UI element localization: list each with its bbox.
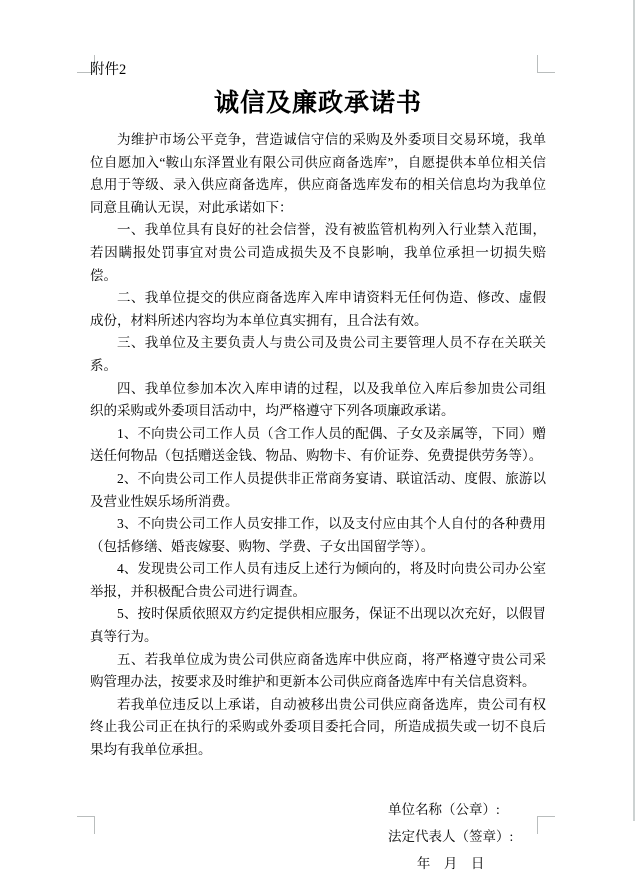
body-paragraph-item-5: 五、若我单位成为贵公司供应商备选库中供应商，将严格遵守贵公司采购管理办法，按要求及时维护和更新本公司供应商备选库中有关信息资料。 [90, 651, 546, 690]
body-paragraph-intro: 为维护市场公平竞争，营造诚信守信的采购及外委项目交易环境，我单位自愿加入“鞍山东泽置业有限公司供应商备选库”，自愿提供本单位相关信息用于等级、录入供应商备选库，供应商备选库发布的相关信息均为我单位同意且确认无误，对此承诺如下： [90, 132, 546, 215]
body-paragraph-closing: 若我单位违反以上承诺，自动被移出贵公司供应商备选库，贵公司有权终止我公司正在执行的采购或外委项目委托合同，所造成损失或一切不良后果均有我单位承担。 [90, 696, 546, 758]
body-paragraph-subitem-5: 5、按时保质依照双方约定提供相应服务，保证不出现以次充好，以假冒真等行为。 [90, 606, 546, 645]
body-paragraph-item-2: 二、我单位提交的供应商备选库入库申请资料无任何伪造、修改、虚假成份，材料所述内容均为本单位真实拥有，且合法有效。 [90, 290, 546, 328]
signature-date-label: 年 月 日 [416, 855, 485, 871]
body-paragraph-item-4: 四、我单位参加本次入库申请的过程，以及我单位入库后参加贵公司组织的采购或外委项目活动中，均严格遵守下列各项廉政承诺。 [90, 380, 546, 419]
body-paragraph-subitem-1: 1、不向贵公司工作人员（含工作人员的配偶、子女及亲属等，下同）赠送任何物品（包括赠送金钱、物品、购物卡、有价证券、免费提供劳务等）。 [90, 425, 546, 464]
signature-block [388, 796, 513, 877]
document-content [90, 60, 546, 877]
document-title: 诚信及廉政承诺书 [213, 90, 422, 117]
signature-unit-name-label: 单位名称（公章）: [388, 801, 500, 817]
body-paragraph-item-1: 一、我单位具有良好的社会信誉，没有被监管机构列入行业禁入范围，若因瞒报处罚事宜对贵公司造成损失及不良影响，我单位承担一切损失赔偿。 [90, 222, 546, 283]
body-paragraph-item-3: 三、我单位及主要负责人与贵公司及贵公司主要管理人员不存在关联关系。 [90, 335, 546, 373]
body-paragraph-subitem-3: 3、不向贵公司工作人员安排工作，以及支付应由其个人自付的各种费用（包括修缮、婚丧嫁娶、购物、学费、子女出国留学等）。 [90, 516, 546, 554]
signature-legal-representative-label: 法定代表人（签章）: [388, 828, 514, 844]
attachment-label: 附件2 [90, 62, 127, 78]
body-paragraph-subitem-2: 2、不向贵公司工作人员提供非正常商务宴请、联谊活动、度假、旅游以及营业性娱乐场所消费。 [90, 470, 546, 509]
body-paragraph-subitem-4: 4、发现贵公司工作人员有违反上述行为倾向的，将及时向贵公司办公室举报，并积极配合贵公司进行调查。 [90, 561, 546, 599]
